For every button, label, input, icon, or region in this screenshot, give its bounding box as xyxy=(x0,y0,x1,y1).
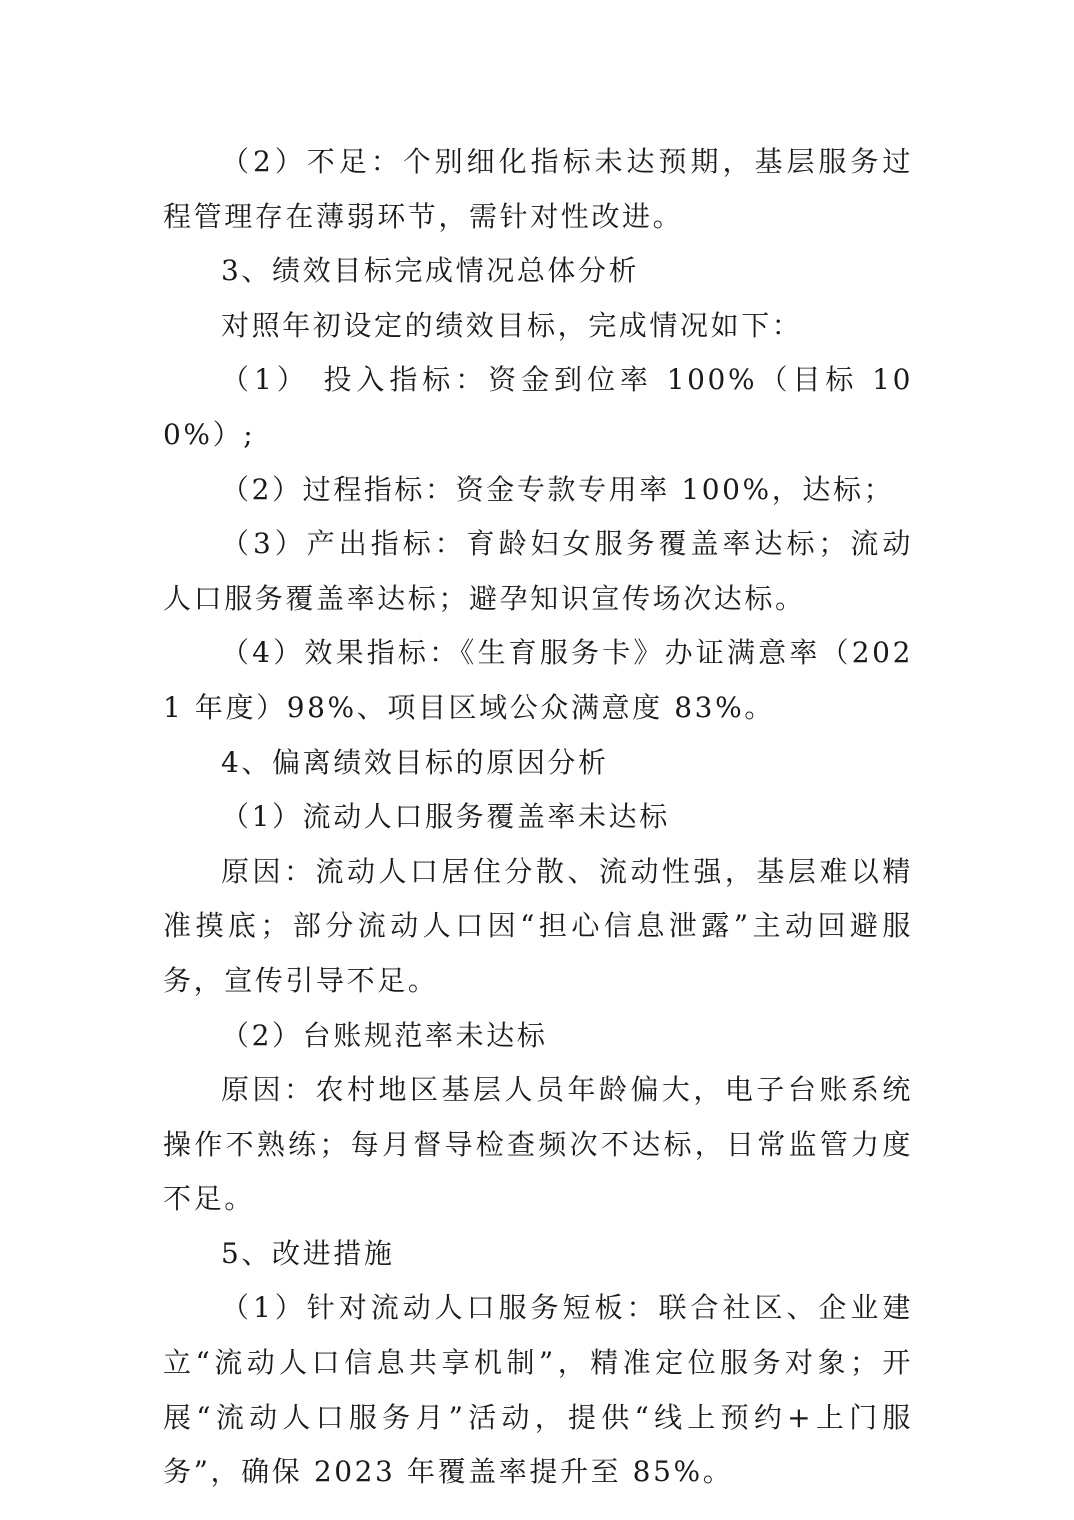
paragraph-input-indicator: （1） 投入指标：资金到位率 100%（目标 100%）; xyxy=(163,363,913,451)
paragraph-deviation-1-title: （1）流动人口服务覆盖率未达标 xyxy=(221,800,670,834)
paragraph-deviation-2-title: （2）台账规范率未达标 xyxy=(221,1018,548,1052)
paragraph-process-indicator: （2）过程指标：资金专款专用率 100%，达标； xyxy=(221,472,895,506)
heading-section-3: 3、绩效目标完成情况总体分析 xyxy=(221,254,640,288)
heading-section-5: 5、改进措施 xyxy=(221,1236,395,1270)
document-body xyxy=(163,135,913,1500)
paragraph-output-indicator: （3）产出指标：育龄妇女服务覆盖率达标；流动人口服务覆盖率达标；避孕知识宣传场次达标。 xyxy=(163,527,913,615)
paragraph-improvement-1: （1）针对流动人口服务短板：联合社区、企业建立“流动人口信息共享机制”，精准定位服务对象；开展“流动人口服务月”活动，提供“线上预约+上门服务”，确保 2023 年覆盖率提升至 85%。 xyxy=(163,1291,913,1489)
heading-section-4: 4、偏离绩效目标的原因分析 xyxy=(221,745,609,779)
paragraph-effect-indicator: （4）效果指标：《生育服务卡》办证满意率（2021 年度）98%、项目区域公众满意度 83%。 xyxy=(163,636,913,724)
paragraph-intro-targets: 对照年初设定的绩效目标，完成情况如下： xyxy=(221,308,803,342)
paragraph-deviation-1-reason: 原因：流动人口居住分散、流动性强，基层难以精准摸底；部分流动人口因“担心信息泄露”主动回避服务，宣传引导不足。 xyxy=(163,854,913,997)
paragraph-deviation-2-reason: 原因：农村地区基层人员年龄偏大，电子台账系统操作不熟练；每月督导检查频次不达标，日常监管力度不足。 xyxy=(163,1073,913,1216)
paragraph-deficiency: （2）不足：个别细化指标未达预期，基层服务过程管理存在薄弱环节，需针对性改进。 xyxy=(163,145,913,233)
